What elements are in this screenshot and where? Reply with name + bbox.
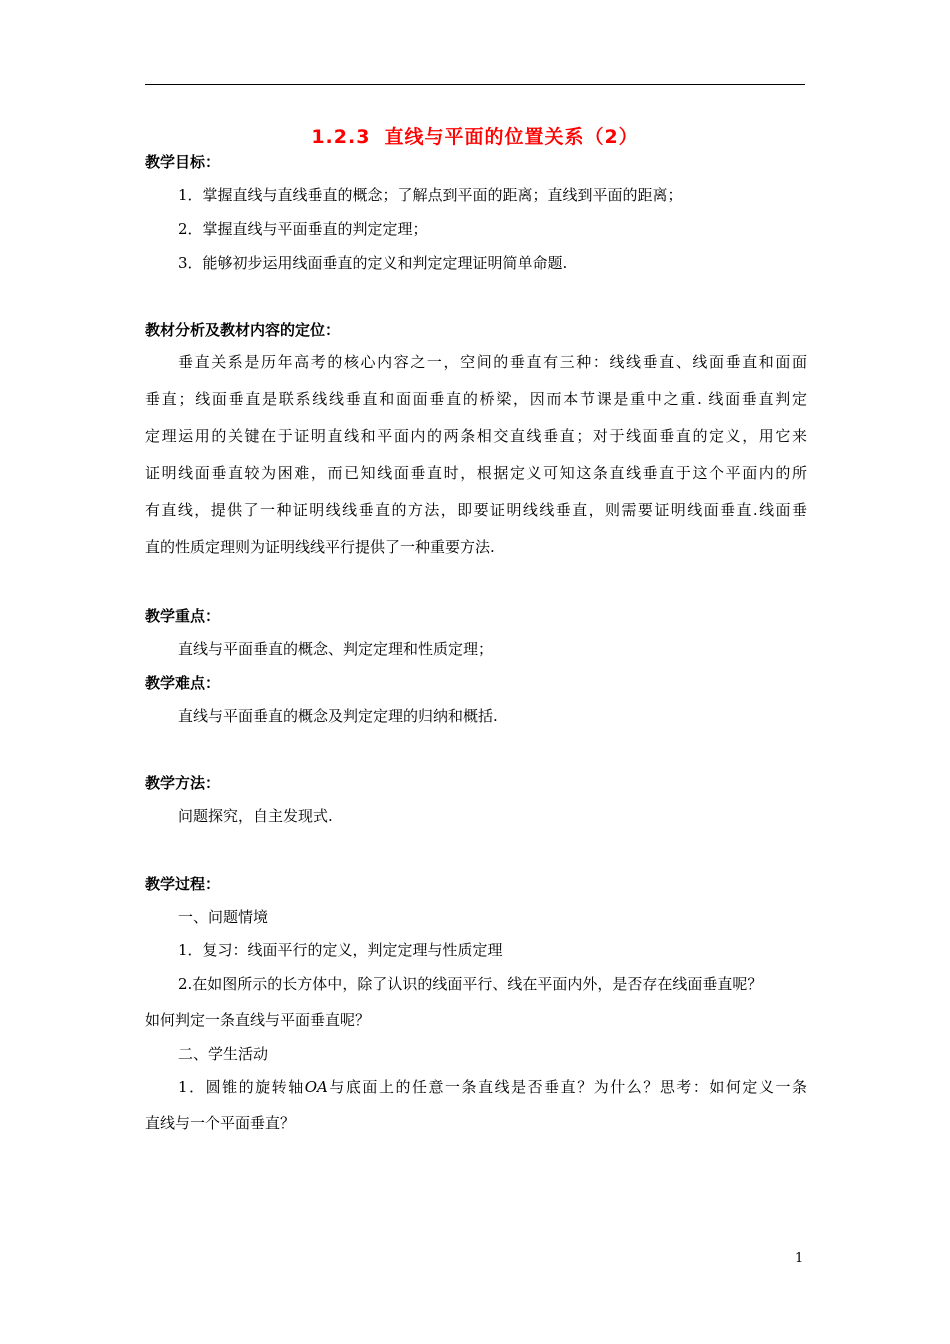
page-number: 1 [795, 1251, 804, 1266]
title-text: 直线与平面的位置关系（2） [384, 126, 639, 148]
goal-item-3: 3．能够初步运用线面垂直的定义和判定定理证明简单命题. [178, 254, 568, 272]
analysis-line-6: 直的性质定理则为证明线线平行提供了一种重要方法. [145, 538, 495, 556]
process-item-2-line-1: 2.在如图所示的长方体中，除了认识的线面平行、线在平面内外，是否存在线面垂直呢？ [178, 975, 763, 993]
process-section-1: 一、问题情境 [178, 908, 269, 926]
method-heading: 教学方法： [145, 774, 221, 792]
method-text: 问题探究，自主发现式. [178, 807, 333, 825]
process-item-3-pre: 1．圆锥的旋转轴 [178, 1078, 305, 1096]
process-item-3-line-1 [178, 1077, 807, 1097]
analysis-line-1: 垂直关系是历年高考的核心内容之一，空间的垂直有三种：线线垂直、线面垂直和面面 [178, 353, 807, 371]
process-item-3-post: 与底面上的任意一条直线是否垂直？为什么？思考：如何定义一条 [327, 1078, 807, 1096]
process-item-3-line-2: 直线与一个平面垂直？ [145, 1114, 296, 1132]
goal-item-1: 1．掌握直线与直线垂直的概念；了解点到平面的距离；直线到平面的距离； [178, 186, 683, 204]
difficulties-text: 直线与平面垂直的概念及判定定理的归纳和概括. [178, 707, 498, 725]
difficulties-heading: 教学难点： [145, 674, 221, 692]
analysis-heading: 教材分析及教材内容的定位： [145, 321, 341, 339]
page-title [0, 122, 950, 149]
goal-item-2: 2．掌握直线与平面垂直的判定定理； [178, 220, 428, 238]
process-heading: 教学过程： [145, 875, 221, 893]
goals-heading: 教学目标： [145, 153, 221, 171]
key-points-heading: 教学重点： [145, 607, 221, 625]
process-section-2: 二、学生活动 [178, 1045, 269, 1063]
analysis-line-5: 有直线，提供了一种证明线线垂直的方法，即要证明线线垂直，则需要证明线面垂直.线面垂 [145, 501, 807, 519]
process-item-3-var: OA [304, 1078, 328, 1096]
process-item-2-line-2: 如何判定一条直线与平面垂直呢？ [145, 1011, 371, 1029]
analysis-line-3: 定理运用的关键在于证明直线和平面内的两条相交直线垂直；对于线面垂直的定义，用它来 [145, 427, 807, 445]
analysis-line-4: 证明线面垂直较为困难，而已知线面垂直时，根据定义可知这条直线垂直于这个平面内的所 [145, 464, 807, 482]
process-item-1: 1．复习：线面平行的定义，判定定理与性质定理 [178, 941, 503, 959]
key-points-text: 直线与平面垂直的概念、判定定理和性质定理； [178, 640, 494, 658]
header-rule [145, 84, 805, 85]
analysis-line-2: 垂直；线面垂直是联系线线垂直和面面垂直的桥梁，因而本节课是重中之重. 线面垂直判定 [145, 390, 807, 408]
title-number: 1.2.3 [311, 126, 371, 148]
